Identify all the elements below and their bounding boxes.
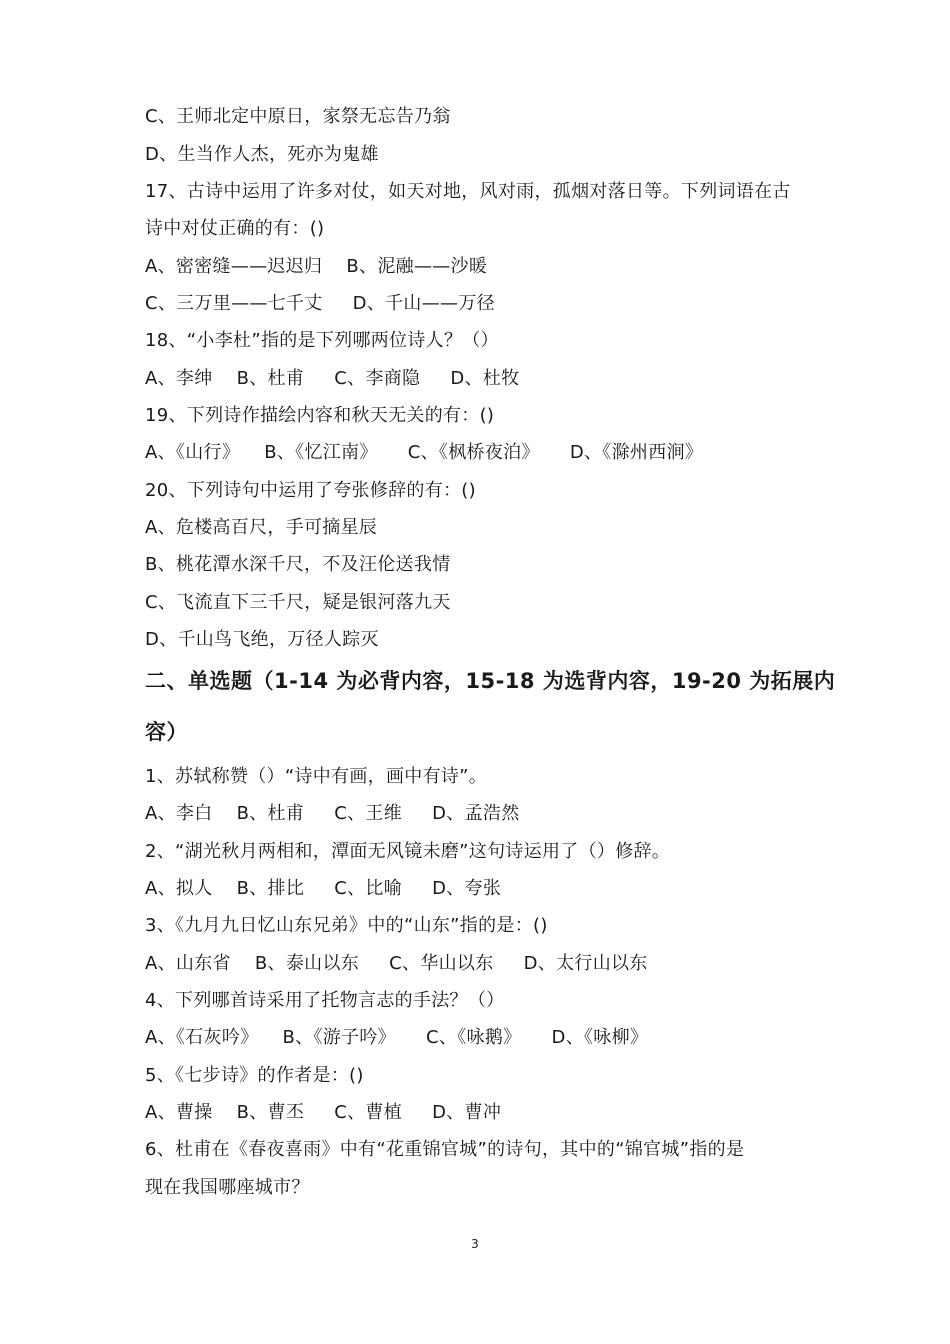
options-line: C、飞流直下三千尺，疑是银河落九天 — [145, 592, 451, 613]
question-5: 5、《七步诗》的作者是：() — [145, 1065, 364, 1086]
text-line: 诗中对仗正确的有：() — [145, 218, 325, 239]
options-line: A、《石灰吟》 B、《游子吟》 C、《咏鹅》 D、《咏柳》 — [145, 1027, 649, 1048]
options-line: A、危楼高百尺，手可摘星辰 — [145, 517, 378, 538]
text-line: C、王师北定中原日，家祭无忘告乃翁 — [145, 106, 451, 127]
page-number: 3 — [471, 1237, 479, 1251]
section-title-continued: 容） — [145, 720, 188, 744]
options-line: C、三万里——七千丈 D、千山——万径 — [145, 293, 495, 314]
question-18: 18、“小李杜”指的是下列哪两位诗人？（） — [145, 330, 499, 351]
options-line: A、密密缝——迟迟归 B、泥融——沙暖 — [145, 256, 488, 277]
options-line: A、拟人 B、排比 C、比喻 D、夸张 — [145, 878, 502, 899]
options-line: A、李绅 B、杜甫 C、李商隐 D、杜牧 — [145, 368, 520, 389]
question-4: 4、下列哪首诗采用了托物言志的手法？（） — [145, 990, 505, 1011]
question-20: 20、下列诗句中运用了夸张修辞的有：() — [145, 480, 476, 501]
options-line: B、桃花潭水深千尺，不及汪伦送我情 — [145, 554, 451, 575]
options-line: D、千山鸟飞绝，万径人踪灭 — [145, 629, 379, 650]
options-line: A、李白 B、杜甫 C、王维 D、孟浩然 — [145, 803, 520, 824]
question-2: 2、“湖光秋月两相和，潭面无风镜未磨”这句诗运用了（）修辞。 — [145, 841, 671, 862]
options-line: A、山东省 B、泰山以东 C、华山以东 D、太行山以东 — [145, 953, 648, 974]
question-3: 3、《九月九日忆山东兄弟》中的“山东”指的是：() — [145, 915, 548, 936]
text-line: D、生当作人杰，死亦为鬼雄 — [145, 144, 379, 165]
options-line: A、曹操 B、曹丕 C、曹植 D、曹冲 — [145, 1102, 502, 1123]
text-line: 现在我国哪座城市？ — [145, 1177, 310, 1198]
question-19: 19、下列诗作描绘内容和秋天无关的有：() — [145, 405, 495, 426]
question-1: 1、苏轼称赞（）“诗中有画，画中有诗”。 — [145, 766, 488, 787]
options-line: A、《山行》 B、《忆江南》 C、《枫桥夜泊》 D、《滁州西涧》 — [145, 442, 704, 463]
question-17: 17、古诗中运用了许多对仗，如天对地，风对雨，孤烟对落日等。下列词语在古 — [145, 181, 791, 202]
section-title: 二、单选题（1-14 为必背内容，15-18 为选背内容，19-20 为拓展内 — [145, 669, 836, 693]
question-6: 6、杜甫在《春夜喜雨》中有“花重锦官城”的诗句，其中的“锦官城”指的是 — [145, 1139, 745, 1160]
